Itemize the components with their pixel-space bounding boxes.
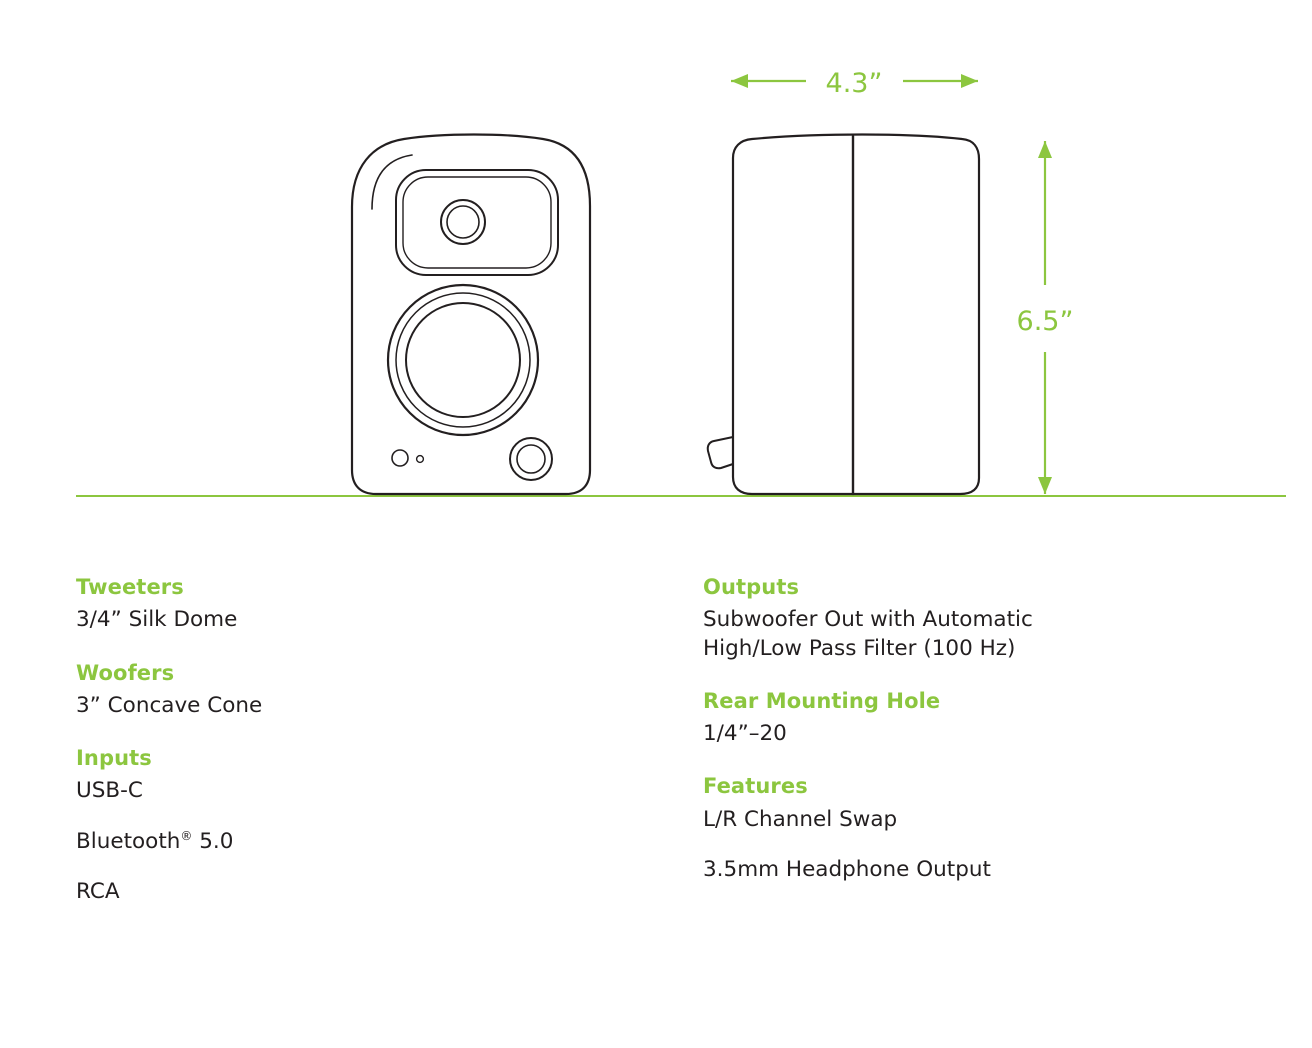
tweeter-dome-inner <box>447 206 479 238</box>
spec-group-tweeters <box>76 575 636 635</box>
tweeter-waveguide <box>396 170 558 275</box>
side-cabinet-outline <box>733 135 979 495</box>
spec-value-input-rca: RCA <box>76 878 120 904</box>
spec-heading-inputs: Inputs <box>76 746 152 771</box>
woofer-surround-outer <box>388 285 538 435</box>
width-arrow-right <box>961 74 978 88</box>
width-dimension <box>731 68 978 99</box>
led-indicator-dot <box>417 456 424 463</box>
spec-value-feature-channel-swap: L/R Channel Swap <box>703 806 898 832</box>
specifications-section <box>0 575 1312 1048</box>
spec-heading-outputs: Outputs <box>703 575 800 599</box>
spec-group-inputs <box>76 746 636 906</box>
front-baffle-inner-edge <box>372 155 412 209</box>
tweeter-waveguide-inner <box>403 177 551 268</box>
speaker-side-view <box>708 135 979 495</box>
spec-column-left <box>76 575 636 932</box>
spec-value-woofers: 3” Concave Cone <box>76 692 263 718</box>
spec-heading-features: Features <box>703 774 808 799</box>
spec-heading-tweeters: Tweeters <box>76 575 184 599</box>
width-arrow-left <box>731 74 748 88</box>
spec-group-outputs <box>703 575 1263 663</box>
spec-heading-woofers: Woofers <box>76 660 175 685</box>
woofer-cone <box>406 303 520 417</box>
height-arrow-bottom <box>1038 477 1052 494</box>
spec-group-rear-mounting-hole <box>703 689 1263 749</box>
height-dimension-label: 6.5” <box>1016 306 1074 337</box>
height-arrow-top <box>1038 141 1052 158</box>
spec-group-features <box>703 774 1263 884</box>
spec-group-woofers <box>76 661 636 721</box>
front-cabinet-outline <box>352 135 590 495</box>
spec-value-input-bluetooth: Bluetooth® 5.0 <box>76 828 234 854</box>
speaker-front-view <box>352 135 590 495</box>
spec-value-outputs: Subwoofer Out with Automatic High/Low Pass Filter (100 Hz) <box>703 607 1033 661</box>
spec-value-rear-mounting-hole: 1/4”–20 <box>703 721 787 747</box>
spec-heading-rear-mounting-hole: Rear Mounting Hole <box>703 688 941 713</box>
height-dimension <box>1017 141 1074 494</box>
rear-connector-nub <box>708 437 733 468</box>
spec-value-tweeters: 3/4” Silk Dome <box>76 607 238 633</box>
width-dimension-label: 4.3” <box>825 68 883 99</box>
spec-value-feature-headphone-output: 3.5mm Headphone Output <box>703 856 991 882</box>
power-indicator-ring <box>392 450 408 466</box>
volume-knob-inner <box>517 445 545 473</box>
spec-column-right <box>703 575 1263 910</box>
woofer-surround-inner <box>396 293 530 427</box>
spec-value-input-usb-c: USB-C <box>76 778 143 804</box>
